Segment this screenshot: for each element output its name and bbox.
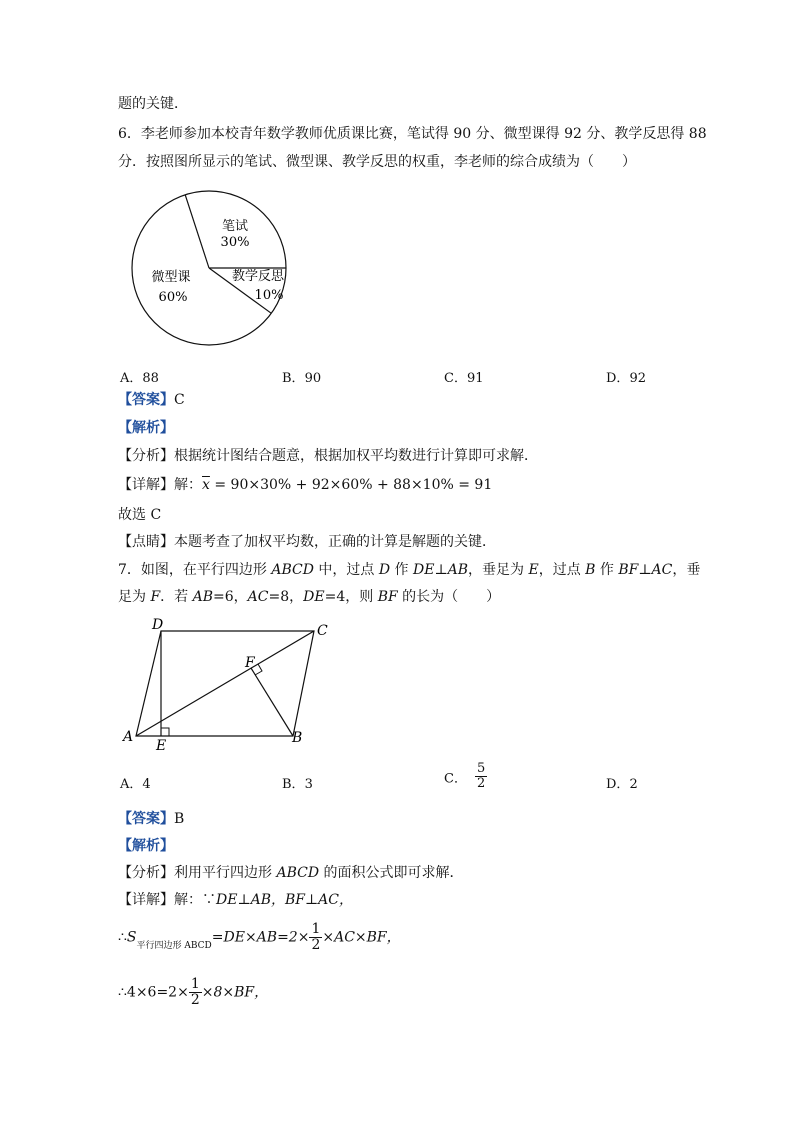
label-a: A — [123, 729, 134, 745]
q6-option-b: B．90 — [282, 371, 322, 386]
diagonal-ac — [136, 631, 314, 736]
q6-option-d: D．92 — [606, 371, 646, 386]
segment-bf — [251, 668, 293, 736]
right-angle-e — [161, 728, 169, 736]
pie-value-written-test: 30% — [220, 235, 250, 250]
q7-stem-line1: 7．如图，在平行四边形 ABCD 中，过点 D 作 DE⊥AB，垂足为 E，过点 B 作 BF⊥AC，垂 — [118, 562, 701, 578]
label-c: C — [317, 623, 328, 639]
q7-option-b: B．3 — [282, 777, 313, 792]
q6-pie-chart — [125, 188, 310, 373]
q7-parallelogram-figure — [118, 612, 348, 757]
q6-stem-line2: 分．按照图所显示的笔试、微型课、教学反思的权重，李老师的综合成绩为（ ） — [118, 154, 636, 170]
pie-label-written-test: 笔试 — [221, 219, 249, 234]
previous-text-tail: 题的关键． — [118, 96, 188, 112]
q6-stem-line1: 6．李老师参加本校青年数学教师优质课比赛，笔试得 90 分、微型课得 92 分、教学反思得 88 — [118, 126, 707, 142]
q7-option-c: C． $\frac{5}{2}$ — [444, 761, 486, 792]
q7-step2: ∴4×6=2× $\frac{1}{2}$ ×8×BF， — [118, 976, 269, 1009]
q7-detail: 【详解】解：∵DE⊥AB，BF⊥AC， — [118, 892, 353, 908]
label-e: E — [156, 738, 167, 754]
label-d: D — [152, 617, 164, 633]
q7-option-d: D．2 — [606, 777, 638, 792]
pie-value-micro-lesson: 60% — [158, 290, 188, 305]
label-b: B — [292, 730, 303, 746]
q6-option-c: C．91 — [444, 371, 484, 386]
label-f: F — [245, 655, 255, 671]
q6-analysis-tag: 【解析】 — [118, 420, 174, 436]
q6-answer: 【答案】C — [118, 392, 185, 408]
q7-answer: 【答案】B — [118, 811, 185, 827]
q7-option-a: A．4 — [120, 777, 151, 792]
q6-fenxi: 【分析】根据统计图结合题意，根据加权平均数进行计算即可求解． — [118, 448, 538, 464]
q7-step1: $\therefore S_{平行四边形 ABCD}=DE\times AB=2\times$ $\frac{1}{2}$ ×AC×BF， — [118, 921, 401, 954]
q7-fenxi: 【分析】利用平行四边形 ABCD 的面积公式即可求解． — [118, 865, 464, 881]
q6-comment: 【点睛】本题考查了加权平均数，正确的计算是解题的关键． — [118, 534, 496, 550]
pie-value-reflection: 10% — [254, 288, 284, 303]
pie-label-reflection: 教学反思 — [231, 269, 285, 284]
pie-divider-1 — [185, 195, 209, 268]
q7-stem-line2: 足为 F．若 AB=6，AC=8，DE=4，则 BF 的长为（ ） — [118, 589, 501, 605]
q7-analysis-tag: 【解析】 — [118, 838, 174, 854]
q6-detail: 【详解】解：$\overline{x} = 90\times 30\% + 92\times 60\% + 88\times 10\% = 91$ — [118, 477, 493, 493]
pie-label-micro-lesson: 微型课 — [151, 270, 191, 285]
q6-option-a: A．88 — [120, 371, 159, 386]
q6-conclusion: 故选 C — [118, 507, 162, 523]
